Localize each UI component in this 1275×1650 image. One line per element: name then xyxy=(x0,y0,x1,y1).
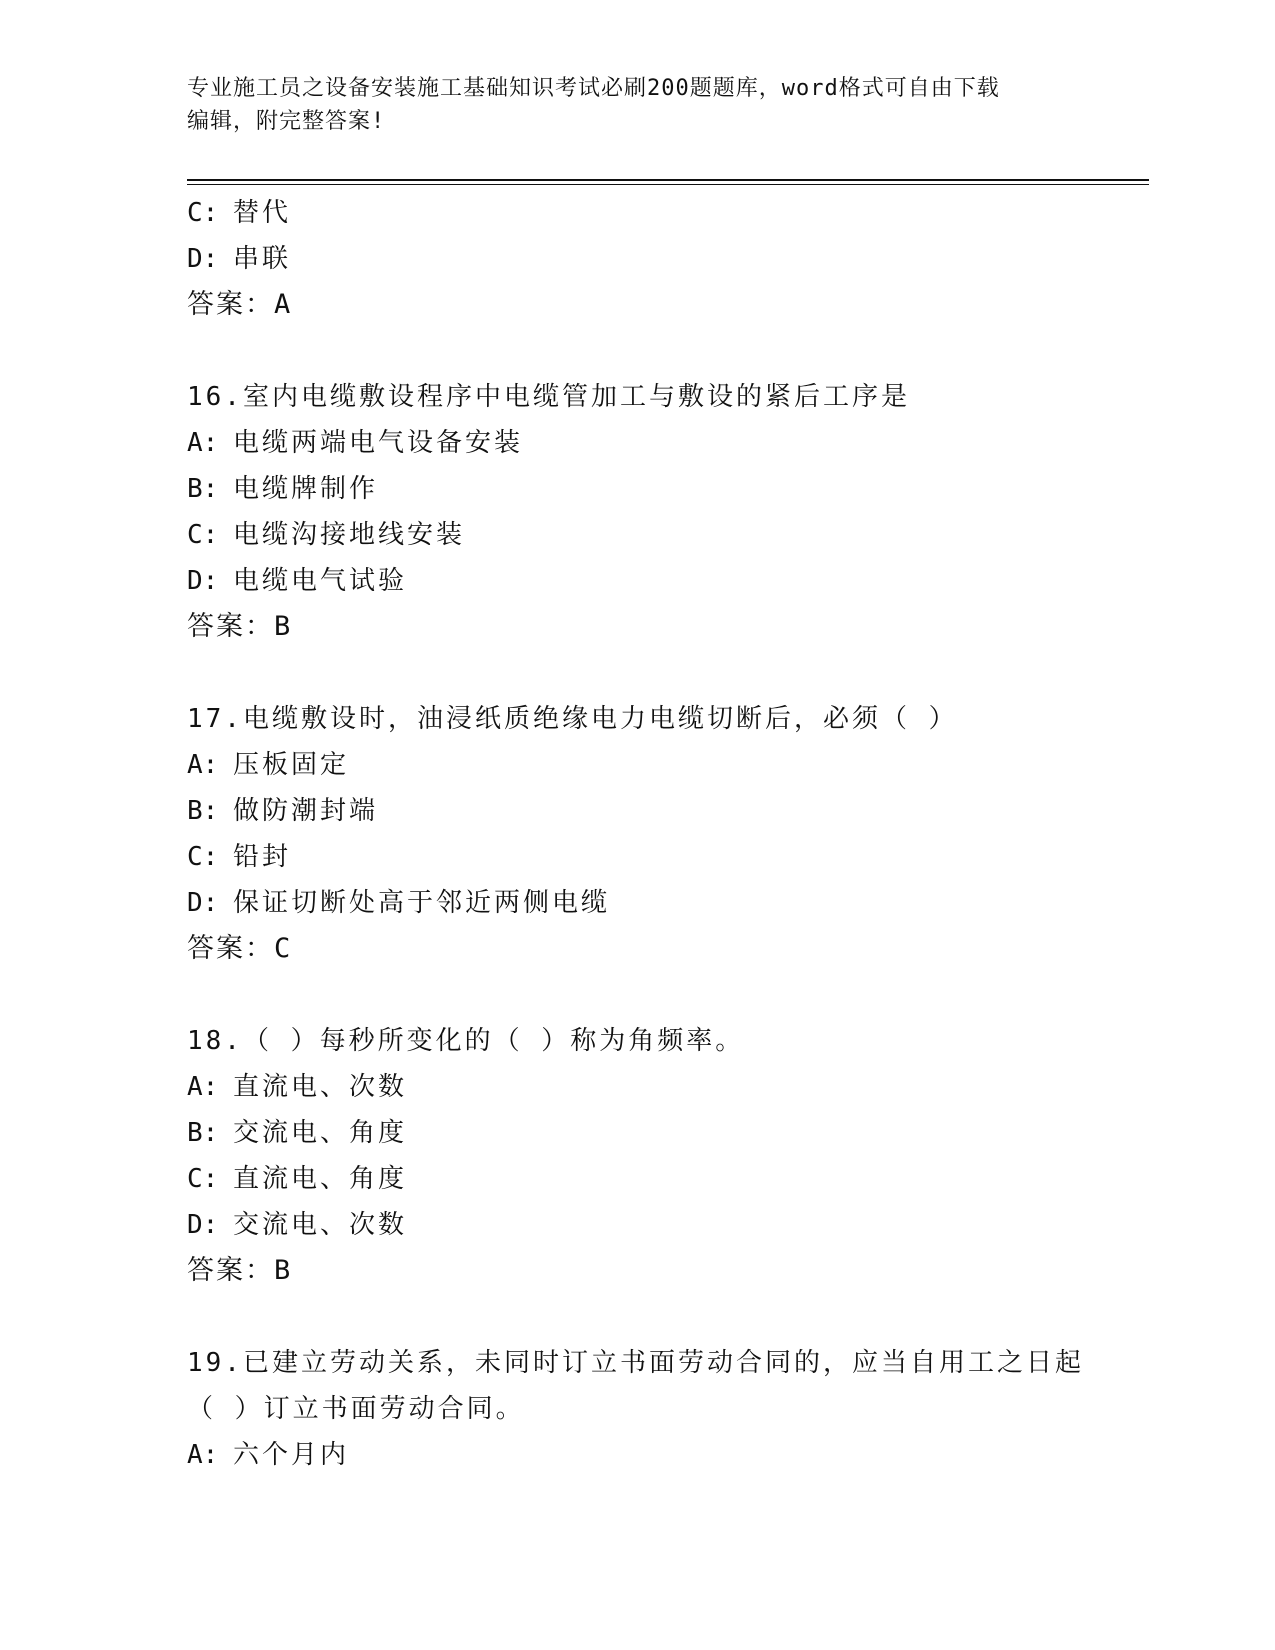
option-text: 电缆沟接地线安装 xyxy=(233,520,466,550)
option-c xyxy=(187,1156,1087,1202)
option-d xyxy=(187,236,1087,282)
option-text: 电缆电气试验 xyxy=(233,566,408,596)
option-text: 压板固定 xyxy=(233,750,350,780)
header-rule-thick xyxy=(187,179,1149,181)
option-b xyxy=(187,466,1087,512)
option-text: 电缆牌制作 xyxy=(233,474,379,504)
option-letter: C: xyxy=(187,1164,219,1194)
option-a xyxy=(187,742,1087,788)
option-d xyxy=(187,880,1087,926)
option-c xyxy=(187,190,1087,236)
option-text: 保证切断处高于邻近两侧电缆 xyxy=(233,888,611,918)
question-17 xyxy=(187,696,1087,972)
option-c xyxy=(187,512,1087,558)
option-text: 六个月内 xyxy=(233,1440,350,1470)
answer-label: 答案： xyxy=(187,933,274,964)
answer-line xyxy=(187,604,1087,650)
question-16 xyxy=(187,374,1087,650)
question-list xyxy=(187,190,1087,1478)
option-letter: D: xyxy=(187,244,219,274)
answer-line xyxy=(187,282,1087,328)
option-letter: A: xyxy=(187,1072,219,1102)
option-text: 串联 xyxy=(233,244,292,274)
question-18 xyxy=(187,1018,1087,1294)
option-letter: C: xyxy=(187,198,219,228)
option-letter: D: xyxy=(187,566,219,596)
question-text: 18.（ ）每秒所变化的（ ）称为角频率。 xyxy=(187,1026,745,1056)
document-header xyxy=(187,72,1087,138)
header-rule-thin xyxy=(187,184,1149,185)
option-text: 交流电、次数 xyxy=(233,1210,408,1240)
answer-value: B xyxy=(274,611,291,642)
option-text: 交流电、角度 xyxy=(233,1118,408,1148)
option-b xyxy=(187,788,1087,834)
option-letter: B: xyxy=(187,1118,219,1148)
answer-label: 答案： xyxy=(187,289,274,320)
option-letter: C: xyxy=(187,520,219,550)
option-letter: C: xyxy=(187,842,219,872)
question-text: 19.已建立劳动关系，未同时订立书面劳动合同的，应当自用工之日起（ ）订立书面劳动合同。 xyxy=(187,1348,1084,1424)
option-c xyxy=(187,834,1087,880)
option-text: 做防潮封端 xyxy=(233,796,379,826)
question-19 xyxy=(187,1340,1087,1478)
option-letter: A: xyxy=(187,428,219,458)
option-letter: B: xyxy=(187,796,219,826)
answer-line xyxy=(187,1248,1087,1294)
answer-value: A xyxy=(274,289,291,320)
answer-value: B xyxy=(274,1255,291,1286)
option-letter: B: xyxy=(187,474,219,504)
option-a xyxy=(187,1064,1087,1110)
option-a xyxy=(187,1432,1087,1478)
option-letter: D: xyxy=(187,1210,219,1240)
answer-label: 答案： xyxy=(187,611,274,642)
option-letter: A: xyxy=(187,750,219,780)
question-text: 16.室内电缆敷设程序中电缆管加工与敷设的紧后工序是 xyxy=(187,382,910,412)
option-a xyxy=(187,420,1087,466)
option-letter: D: xyxy=(187,888,219,918)
answer-value: C xyxy=(274,933,291,964)
previous-question xyxy=(187,190,1087,328)
option-text: 电缆两端电气设备安装 xyxy=(233,428,524,458)
header-line-2: 编辑，附完整答案! xyxy=(187,109,386,134)
option-d xyxy=(187,1202,1087,1248)
answer-label: 答案： xyxy=(187,1255,274,1286)
header-line-1: 专业施工员之设备安装施工基础知识考试必刷200题题库，word格式可自由下载 xyxy=(187,76,1000,101)
option-letter: A: xyxy=(187,1440,219,1470)
option-d xyxy=(187,558,1087,604)
option-text: 直流电、角度 xyxy=(233,1164,408,1194)
question-text: 17.电缆敷设时，油浸纸质绝缘电力电缆切断后，必须（ ） xyxy=(187,704,958,734)
option-b xyxy=(187,1110,1087,1156)
answer-line xyxy=(187,926,1087,972)
option-text: 直流电、次数 xyxy=(233,1072,408,1102)
option-text: 铅封 xyxy=(233,842,292,872)
option-text: 替代 xyxy=(233,198,292,228)
